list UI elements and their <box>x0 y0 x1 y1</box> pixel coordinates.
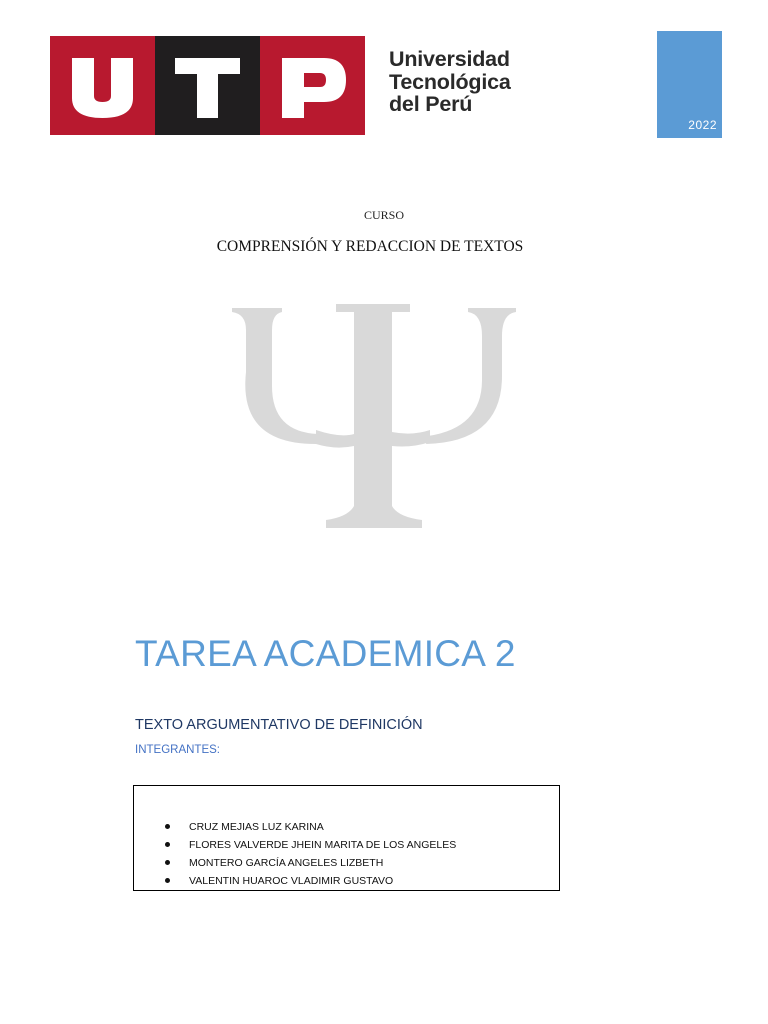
year-box <box>657 31 722 138</box>
member-name: CRUZ MEJIAS LUZ KARINA <box>189 821 324 833</box>
member-name: FLORES VALVERDE JHEIN MARITA DE LOS ANGELES <box>189 839 457 851</box>
list-item <box>134 818 559 836</box>
letter-u-shape <box>50 36 155 135</box>
bullet-icon <box>165 842 170 847</box>
assignment-subtitle: TEXTO ARGUMENTATIVO DE DEFINICIÓN <box>135 717 423 733</box>
logo-letter-p-block <box>260 36 365 135</box>
letter-t-shape <box>155 36 260 135</box>
member-name: MONTERO GARCÍA ANGELES LIZBETH <box>189 857 384 869</box>
list-item <box>134 872 559 890</box>
university-name <box>389 48 589 116</box>
members-box <box>133 785 560 891</box>
course-label: CURSO <box>363 208 404 222</box>
letter-p-shape <box>260 36 365 135</box>
university-name-line-3: del Perú <box>389 92 473 116</box>
list-item <box>134 854 559 872</box>
course-name: COMPRENSIÓN Y REDACCION DE TEXTOS <box>216 238 524 255</box>
bullet-icon <box>165 824 170 829</box>
year-label: 2022 <box>688 118 717 132</box>
logo-letter-t-block <box>155 36 260 135</box>
bullet-icon <box>165 860 170 865</box>
bullet-icon <box>165 878 170 883</box>
psi-icon <box>228 296 520 536</box>
logo-letter-u-block <box>50 36 155 135</box>
utp-logo <box>50 36 365 135</box>
university-name-line-2: Tecnológica <box>389 69 511 94</box>
members-list <box>134 818 559 890</box>
assignment-title: TAREA ACADEMICA 2 <box>135 633 516 674</box>
members-label: INTEGRANTES: <box>135 744 220 756</box>
university-name-line-1: Universidad <box>389 47 510 71</box>
member-name: VALENTIN HUAROC VLADIMIR GUSTAVO <box>189 875 394 887</box>
list-item <box>134 836 559 854</box>
